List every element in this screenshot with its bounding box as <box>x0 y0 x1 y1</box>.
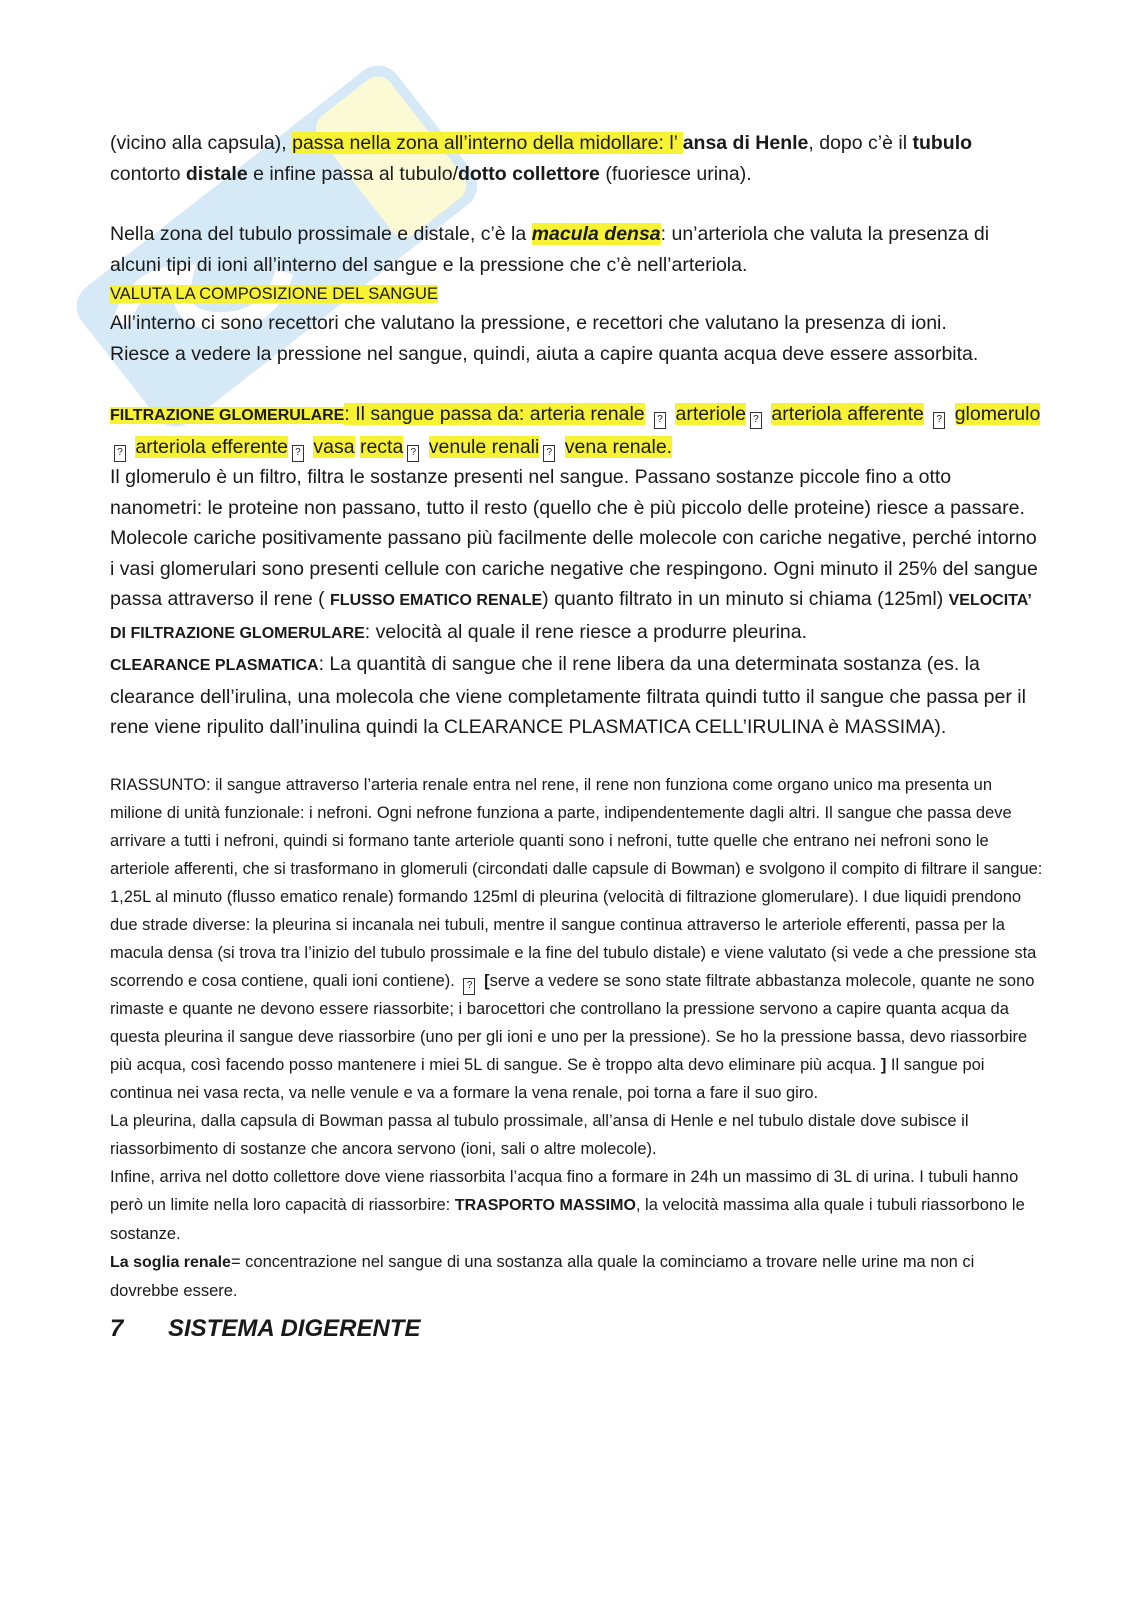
paragraph-clearance: CLEARANCE PLASMATICA: La quantità di sangue che il rene libera da una determinata sostanza (es. la clearance dell’irulina, una molecola che viene completamente filtrata quindi tutto il sangue che passa per il rene viene ripulito dall’inulina quindi la CLEARANCE PLASMATICA CELL’IRULINA è MASSIMA). <box>110 653 1026 738</box>
section-heading: 7 SISTEMA DIGERENTE <box>110 1314 421 1342</box>
paragraph-glomerulus-filter: Il glomerulo è un filtro, filtra le sostanze presenti nel sangue. Passano sostanze piccole fino a otto nanometri: le proteine non passano, tutto il resto (quello che è più piccolo delle proteine) riesce a passare. Molecole cariche positivamente passano più facilmente delle molecole con cariche negative, perché intorno i vasi glomerulari sono presenti cellule con cariche negative che respingono. Ogni minuto il 25% del sangue passa attraverso il rene ( FLUSSO EMATICO RENALE) quanto filtrato in un minuto si chiama (125ml) VELOCITA’ DI FILTRAZIONE GLOMERULARE: velocità al quale il rene riesce a produrre pleurina. <box>110 466 1038 643</box>
arrow-placeholder-icon: ? <box>114 445 126 462</box>
arrow-placeholder-icon: ? <box>407 445 419 462</box>
paragraph-nephron-path: (vicino alla capsula), passa nella zona all’interno della midollare: l’ ansa di Henle, dopo c’è il tubulo contorto distale e infine passa al tubulo/dotto collettore (fuoriesce urina). <box>110 132 973 185</box>
arrow-placeholder-icon: ? <box>750 412 762 429</box>
paragraph-glomerular-filtration: FILTRAZIONE GLOMERULARE: Il sangue passa da: arteria renale ? arteriole ? arteriola afferente ? glomerulo? arteriola efferente ? vasa recta ? venule renali ? vena renale. <box>110 399 1045 462</box>
arrow-placeholder-icon: ? <box>933 412 945 429</box>
paragraph-renal-threshold: La soglia renale= concentrazione nel sangue di una sostanza alla quale la cominciamo a trovare nelle urine ma non ci dovrebbe essere. <box>110 1252 975 1300</box>
arrow-placeholder-icon: ? <box>543 445 555 462</box>
paragraph-pressure: Riesce a vedere la pressione nel sangue, quindi, aiuta a capire quanta acqua deve essere assorbita. <box>110 342 979 365</box>
arrow-placeholder-icon: ? <box>292 445 304 462</box>
paragraph-summary: RIASSUNTO: il sangue attraverso l’arteria renale entra nel rene, il rene non funziona come organo unico ma presenta un milione di unità funzionale: i nefroni. Ogni nefrone funziona a parte, indipendentemente dagli altri. Il sangue che passa deve arrivare a tutti i nefroni, quindi si formano tante arteriole quanti sono i nefroni, tutte quelle che entrano nei nefroni sono le arteriole afferenti, che si trasformano in glomeruli (circondati dalle capsule di Bowman) e svolgono il compito di filtrare il sangue: 1,25L al minuto (flusso ematico renale) formando 125ml di pleurina (velocità di filtrazione glomerulare). I due liquidi prendono due strade diverse: la pleurina si incanala nei tubuli, mentre il sangue continua attraverso le arteriole efferenti, passa per la macula densa (si trova tra l’inizio del tubulo prossimale e la fine del tubulo distale) e viene valutato (si vede a che pressione sta scorrendo e cosa contiene, quali ioni contiene). ? [serve a vedere se sono state filtrate abbastanza molecole, quante ne sono rimaste e quante ne devono essere riassorbite; i barocettori che controllano la pressione servono a capire quanta acqua da questa pleurina il sangue deve riassorbire (uno per gli ioni e uno per la pressione). Se ho la pressione bassa, devo riassorbire più acqua, così facendo posso mantenere i miei 5L di sangue. Se è troppo alta devo eliminare più acqua. ] Il sangue poi continua nei vasa recta, va nelle venule e va a formare la vena renale, poi torna a fare il suo giro. <box>110 775 1043 1102</box>
highlight-note: VALUTA LA COMPOSIZIONE DEL SANGUE <box>110 285 438 303</box>
paragraph-macula-densa: Nella zona del tubulo prossimale e distale, c’è la macula densa: un’arteriola che valuta la presenza di alcuni tipi di ioni all’interno del sangue e la pressione che c’è nell’arteriola. <box>110 223 990 276</box>
paragraph-pleurina: La pleurina, dalla capsula di Bowman passa al tubulo prossimale, all’ansa di Henle e nel tubulo distale dove subisce il riassorbimento di sostanze che ancora servono (ioni, sali o altre molecole). <box>110 1111 969 1158</box>
paragraph-collecting-duct: Infine, arriva nel dotto collettore dove viene riassorbita l’acqua fino a formare in 24h un massimo di 3L di urina. I tubuli hanno però un limite nella loro capacità di riassorbire: TRASPORTO MASSIMO, la velocità massima alla quale i tubuli riassorbono le sostanze. <box>110 1167 1025 1243</box>
arrow-placeholder-icon: ? <box>463 978 475 995</box>
arrow-placeholder-icon: ? <box>654 412 666 429</box>
paragraph-receptors: All’interno ci sono recettori che valutano la pressione, e recettori che valutano la presenza di ioni. <box>110 312 947 334</box>
document-page <box>110 128 1045 1343</box>
